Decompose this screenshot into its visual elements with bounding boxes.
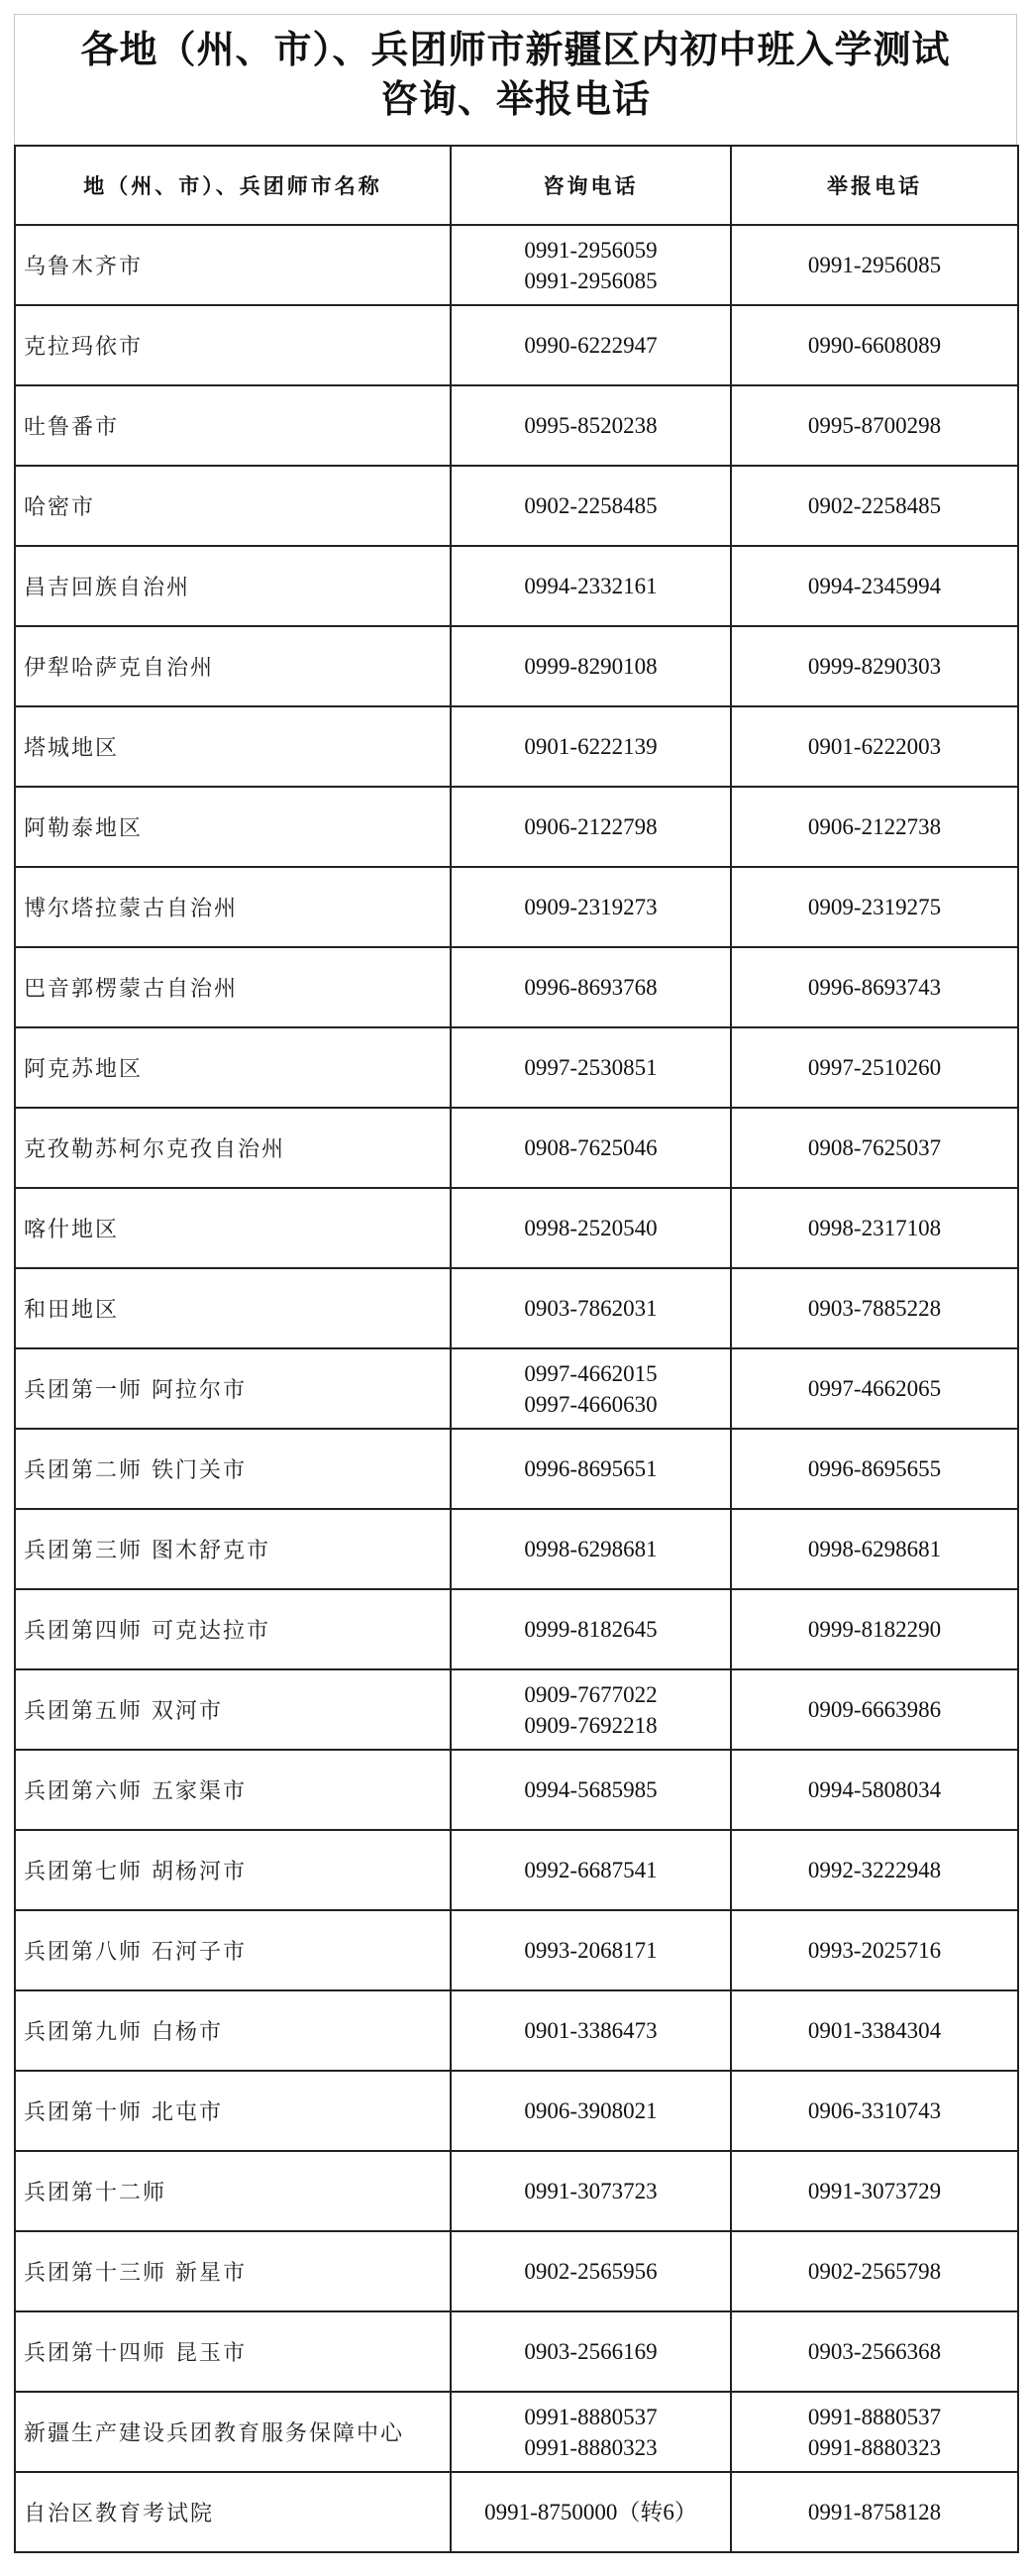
consult-phone-number: 0990-6222947 bbox=[524, 333, 658, 358]
table-row bbox=[15, 787, 1018, 867]
report-phone-number: 0902-2258485 bbox=[807, 493, 942, 518]
region-name-cell: 兵团第十二师 bbox=[15, 2151, 451, 2231]
consult-phone-cell bbox=[451, 2392, 731, 2472]
consult-phone-cell bbox=[451, 1669, 731, 1750]
report-phone-number: 0908-7625037 bbox=[807, 1135, 942, 1160]
consult-phone-cell bbox=[451, 2071, 731, 2151]
consult-phone-cell bbox=[451, 2472, 731, 2552]
report-phone-cell bbox=[731, 706, 1018, 787]
consult-phone-number: 0991-2956085 bbox=[524, 268, 658, 293]
region-name-cell: 喀什地区 bbox=[15, 1188, 451, 1268]
table-body bbox=[15, 225, 1018, 2552]
consult-phone-cell bbox=[451, 2151, 731, 2231]
report-phone-cell bbox=[731, 1268, 1018, 1348]
region-name-cell: 阿克苏地区 bbox=[15, 1027, 451, 1108]
report-phone-cell bbox=[731, 1188, 1018, 1268]
consult-phone-number: 0901-3386473 bbox=[524, 2018, 658, 2043]
region-name-cell: 自治区教育考试院 bbox=[15, 2472, 451, 2552]
consult-phone-number: 0997-4662015 bbox=[524, 1360, 658, 1386]
consult-phone-cell bbox=[451, 947, 731, 1027]
report-phone-cell bbox=[731, 787, 1018, 867]
column-header-report-phone: 举报电话 bbox=[731, 146, 1018, 225]
table-row bbox=[15, 1750, 1018, 1830]
report-phone-number: 0990-6608089 bbox=[807, 333, 942, 358]
report-phone-number: 0991-2956085 bbox=[807, 253, 942, 277]
consult-phone-number: 0991-3073723 bbox=[524, 2179, 658, 2203]
table-row bbox=[15, 2071, 1018, 2151]
consult-phone-cell bbox=[451, 787, 731, 867]
table-row bbox=[15, 706, 1018, 787]
table-row bbox=[15, 466, 1018, 546]
consult-phone-cell bbox=[451, 1910, 731, 1990]
table-row bbox=[15, 1268, 1018, 1348]
region-name-cell: 兵团第七师 胡杨河市 bbox=[15, 1830, 451, 1910]
table-row bbox=[15, 1910, 1018, 1990]
report-phone-number: 0997-2510260 bbox=[807, 1055, 942, 1080]
report-phone-cell bbox=[731, 1027, 1018, 1108]
report-phone-number: 0902-2565798 bbox=[807, 2259, 942, 2284]
report-phone-number: 0991-3073729 bbox=[807, 2179, 942, 2203]
title-block bbox=[14, 14, 1017, 145]
report-phone-cell bbox=[731, 1509, 1018, 1589]
report-phone-number: 0909-6663986 bbox=[807, 1697, 942, 1722]
consult-phone-number: 0991-8880323 bbox=[524, 2434, 658, 2460]
consult-phone-number: 0996-8693768 bbox=[524, 975, 658, 1000]
report-phone-number: 0901-3384304 bbox=[807, 2018, 942, 2043]
report-phone-number: 0903-7885228 bbox=[807, 1296, 942, 1321]
table-row bbox=[15, 1830, 1018, 1910]
table-row bbox=[15, 1027, 1018, 1108]
consult-phone-number: 0999-8290108 bbox=[524, 654, 658, 679]
consult-phone-number: 0903-2566169 bbox=[524, 2339, 658, 2364]
consult-phone-number: 0903-7862031 bbox=[524, 1296, 658, 1321]
report-phone-cell bbox=[731, 1830, 1018, 1910]
consult-phone-cell bbox=[451, 1027, 731, 1108]
consult-phone-cell bbox=[451, 385, 731, 466]
table-row bbox=[15, 1429, 1018, 1509]
region-name-cell: 兵团第十三师 新星市 bbox=[15, 2231, 451, 2311]
consult-phone-cell bbox=[451, 305, 731, 385]
table-row bbox=[15, 2472, 1018, 2552]
consult-phone-number: 0998-6298681 bbox=[524, 1537, 658, 1561]
consult-phone-number: 0998-2520540 bbox=[524, 1216, 658, 1240]
report-phone-number: 0994-5808034 bbox=[807, 1777, 942, 1802]
report-phone-cell bbox=[731, 2392, 1018, 2472]
region-name-cell: 兵团第二师 铁门关市 bbox=[15, 1429, 451, 1509]
report-phone-number: 0995-8700298 bbox=[807, 413, 942, 438]
report-phone-cell bbox=[731, 1750, 1018, 1830]
consult-phone-cell bbox=[451, 1589, 731, 1669]
region-name-cell: 新疆生产建设兵团教育服务保障中心 bbox=[15, 2392, 451, 2472]
report-phone-number: 0991-8758128 bbox=[807, 2500, 942, 2524]
region-name-cell: 塔城地区 bbox=[15, 706, 451, 787]
region-name-cell: 阿勒泰地区 bbox=[15, 787, 451, 867]
region-name-cell: 兵团第十师 北屯市 bbox=[15, 2071, 451, 2151]
region-name-cell: 巴音郭楞蒙古自治州 bbox=[15, 947, 451, 1027]
consult-phone-number: 0909-2319273 bbox=[524, 895, 658, 919]
consult-phone-cell bbox=[451, 867, 731, 947]
report-phone-number: 0998-2317108 bbox=[807, 1216, 942, 1240]
report-phone-number: 0901-6222003 bbox=[807, 734, 942, 759]
consult-phone-number: 0994-5685985 bbox=[524, 1777, 658, 1802]
report-phone-cell bbox=[731, 305, 1018, 385]
region-name-cell: 兵团第六师 五家渠市 bbox=[15, 1750, 451, 1830]
report-phone-number: 0991-8880537 bbox=[807, 2404, 942, 2429]
phone-directory-table bbox=[14, 145, 1019, 2553]
consult-phone-cell bbox=[451, 1830, 731, 1910]
table-row bbox=[15, 2231, 1018, 2311]
consult-phone-number: 0906-2122798 bbox=[524, 814, 658, 839]
report-phone-cell bbox=[731, 2151, 1018, 2231]
consult-phone-number: 0991-8750000（转6） bbox=[484, 2500, 697, 2524]
report-phone-cell bbox=[731, 2472, 1018, 2552]
report-phone-cell bbox=[731, 2311, 1018, 2392]
consult-phone-number: 0997-2530851 bbox=[524, 1055, 658, 1080]
report-phone-number: 0903-2566368 bbox=[807, 2339, 942, 2364]
report-phone-number: 0996-8695655 bbox=[807, 1456, 942, 1481]
report-phone-cell bbox=[731, 385, 1018, 466]
report-phone-number: 0998-6298681 bbox=[807, 1537, 942, 1561]
report-phone-cell bbox=[731, 2071, 1018, 2151]
consult-phone-cell bbox=[451, 1509, 731, 1589]
region-name-cell: 伊犁哈萨克自治州 bbox=[15, 626, 451, 706]
consult-phone-cell bbox=[451, 466, 731, 546]
consult-phone-cell bbox=[451, 1750, 731, 1830]
consult-phone-number: 0999-8182645 bbox=[524, 1617, 658, 1642]
consult-phone-number: 0992-6687541 bbox=[524, 1858, 658, 1882]
consult-phone-cell bbox=[451, 1108, 731, 1188]
region-name-cell: 兵团第三师 图木舒克市 bbox=[15, 1509, 451, 1589]
report-phone-number: 0909-2319275 bbox=[807, 895, 942, 919]
region-name-cell: 博尔塔拉蒙古自治州 bbox=[15, 867, 451, 947]
consult-phone-cell bbox=[451, 225, 731, 305]
column-header-consult-phone: 咨询电话 bbox=[451, 146, 731, 225]
region-name-cell: 兵团第四师 可克达拉市 bbox=[15, 1589, 451, 1669]
table-row bbox=[15, 546, 1018, 626]
table-row bbox=[15, 626, 1018, 706]
consult-phone-number: 0909-7692218 bbox=[524, 1712, 658, 1738]
table-row bbox=[15, 1589, 1018, 1669]
table-row bbox=[15, 225, 1018, 305]
report-phone-cell bbox=[731, 1429, 1018, 1509]
report-phone-number: 0991-8880323 bbox=[807, 2434, 942, 2460]
consult-phone-number: 0997-4660630 bbox=[524, 1391, 658, 1417]
consult-phone-number: 0993-2068171 bbox=[524, 1938, 658, 1963]
table-row bbox=[15, 1348, 1018, 1429]
consult-phone-number: 0908-7625046 bbox=[524, 1135, 658, 1160]
page-subtitle: 咨询、举报电话 bbox=[379, 76, 651, 121]
table-row bbox=[15, 1990, 1018, 2071]
region-name-cell: 乌鲁木齐市 bbox=[15, 225, 451, 305]
consult-phone-cell bbox=[451, 1188, 731, 1268]
report-phone-cell bbox=[731, 947, 1018, 1027]
report-phone-cell bbox=[731, 225, 1018, 305]
consult-phone-number: 0996-8695651 bbox=[524, 1456, 658, 1481]
report-phone-cell bbox=[731, 2231, 1018, 2311]
consult-phone-cell bbox=[451, 1268, 731, 1348]
report-phone-number: 0996-8693743 bbox=[807, 975, 942, 1000]
table-row bbox=[15, 1188, 1018, 1268]
report-phone-cell bbox=[731, 546, 1018, 626]
report-phone-number: 0906-3310743 bbox=[807, 2098, 942, 2123]
consult-phone-number: 0991-8880537 bbox=[524, 2404, 658, 2429]
table-row bbox=[15, 305, 1018, 385]
report-phone-number: 0992-3222948 bbox=[807, 1858, 942, 1882]
consult-phone-cell bbox=[451, 1990, 731, 2071]
consult-phone-cell bbox=[451, 626, 731, 706]
report-phone-cell bbox=[731, 1669, 1018, 1750]
table-header-row bbox=[15, 146, 1018, 225]
page-title: 各地（州、市）、兵团师市新疆区内初中班入学测试 bbox=[80, 27, 951, 71]
region-name-cell: 哈密市 bbox=[15, 466, 451, 546]
table-row bbox=[15, 947, 1018, 1027]
report-phone-number: 0999-8182290 bbox=[807, 1617, 942, 1642]
table-row bbox=[15, 1669, 1018, 1750]
consult-phone-number: 0906-3908021 bbox=[524, 2098, 658, 2123]
report-phone-cell bbox=[731, 1108, 1018, 1188]
region-name-cell: 克拉玛依市 bbox=[15, 305, 451, 385]
column-header-region: 地（州、市）、兵团师市名称 bbox=[15, 146, 451, 225]
consult-phone-number: 0994-2332161 bbox=[524, 574, 658, 598]
table-row bbox=[15, 2311, 1018, 2392]
document-page bbox=[14, 14, 1017, 2562]
consult-phone-number: 0991-2956059 bbox=[524, 237, 658, 263]
consult-phone-cell bbox=[451, 1429, 731, 1509]
report-phone-number: 0994-2345994 bbox=[807, 574, 942, 598]
region-name-cell: 吐鲁番市 bbox=[15, 385, 451, 466]
region-name-cell: 昌吉回族自治州 bbox=[15, 546, 451, 626]
consult-phone-number: 0909-7677022 bbox=[524, 1681, 658, 1707]
report-phone-cell bbox=[731, 1348, 1018, 1429]
consult-phone-cell bbox=[451, 2311, 731, 2392]
report-phone-number: 0993-2025716 bbox=[807, 1938, 942, 1963]
consult-phone-number: 0902-2258485 bbox=[524, 493, 658, 518]
table-row bbox=[15, 867, 1018, 947]
report-phone-cell bbox=[731, 626, 1018, 706]
report-phone-number: 0906-2122738 bbox=[807, 814, 942, 839]
region-name-cell: 克孜勒苏柯尔克孜自治州 bbox=[15, 1108, 451, 1188]
report-phone-cell bbox=[731, 867, 1018, 947]
table-row bbox=[15, 2151, 1018, 2231]
consult-phone-cell bbox=[451, 546, 731, 626]
consult-phone-cell bbox=[451, 2231, 731, 2311]
table-row bbox=[15, 385, 1018, 466]
table-row bbox=[15, 1108, 1018, 1188]
consult-phone-cell bbox=[451, 706, 731, 787]
region-name-cell: 兵团第十四师 昆玉市 bbox=[15, 2311, 451, 2392]
consult-phone-number: 0995-8520238 bbox=[524, 413, 658, 438]
region-name-cell: 兵团第一师 阿拉尔市 bbox=[15, 1348, 451, 1429]
report-phone-number: 0997-4662065 bbox=[807, 1376, 942, 1401]
table-row bbox=[15, 1509, 1018, 1589]
region-name-cell: 和田地区 bbox=[15, 1268, 451, 1348]
consult-phone-number: 0901-6222139 bbox=[524, 734, 658, 759]
region-name-cell: 兵团第九师 白杨市 bbox=[15, 1990, 451, 2071]
report-phone-cell bbox=[731, 1589, 1018, 1669]
report-phone-cell bbox=[731, 1990, 1018, 2071]
region-name-cell: 兵团第五师 双河市 bbox=[15, 1669, 451, 1750]
region-name-cell: 兵团第八师 石河子市 bbox=[15, 1910, 451, 1990]
report-phone-cell bbox=[731, 466, 1018, 546]
consult-phone-number: 0902-2565956 bbox=[524, 2259, 658, 2284]
consult-phone-cell bbox=[451, 1348, 731, 1429]
report-phone-cell bbox=[731, 1910, 1018, 1990]
report-phone-number: 0999-8290303 bbox=[807, 654, 942, 679]
table-row bbox=[15, 2392, 1018, 2472]
